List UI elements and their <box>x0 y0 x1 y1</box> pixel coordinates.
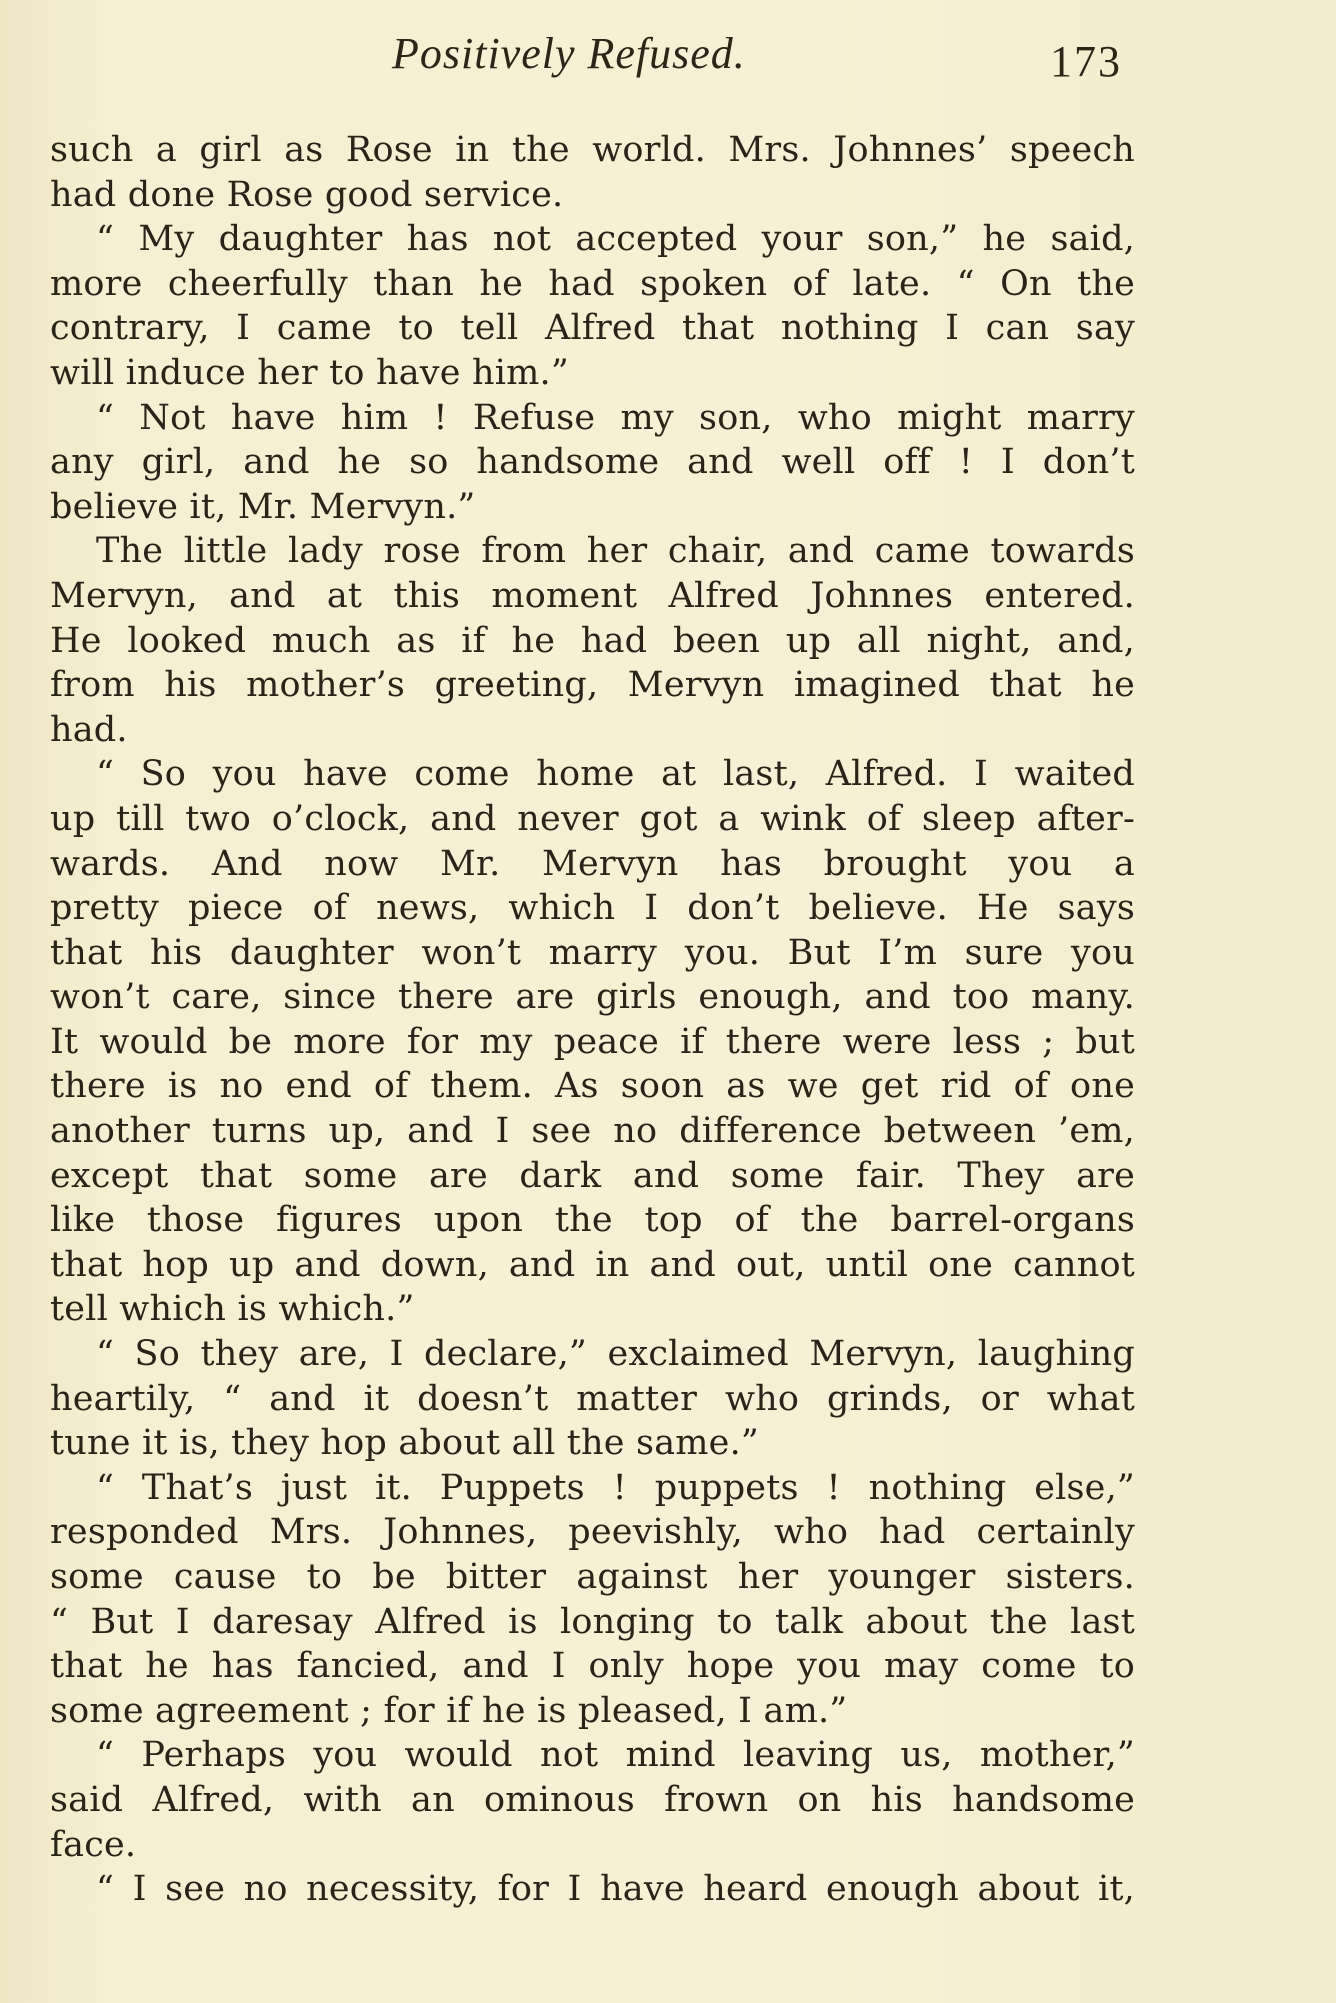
text-line: The little lady rose from her chair, and came towards <box>96 531 1135 572</box>
text-line: wards. And now Mr. Mervyn has brought you a <box>50 843 1135 884</box>
text-line: “ Perhaps you would not mind leaving us, mother,” <box>96 1735 1135 1776</box>
text-line: that he has fancied, and I only hope you may come to <box>50 1646 1135 1687</box>
text-line: “ So you have come home at last, Alfred. I waited <box>96 754 1135 795</box>
text-line: won’t care, since there are girls enough, and too many. <box>50 977 1135 1018</box>
text-line: contrary, I came to tell Alfred that nothing I can say <box>50 308 1135 349</box>
text-line: Mervyn, and at this moment Alfred Johnnes entered. <box>50 575 1135 616</box>
text-line: responded Mrs. Johnnes, peevishly, who had certainly <box>50 1512 1135 1553</box>
text-line: “ Not have him ! Refuse my son, who might marry <box>96 397 1135 438</box>
text-line: tune it is, they hop about all the same.” <box>50 1423 759 1464</box>
text-line: He looked much as if he had been up all night, and, <box>50 620 1135 661</box>
text-line: like those figures upon the top of the barrel-organs <box>50 1200 1135 1241</box>
text-line: pretty piece of news, which I don’t believe. He says <box>50 888 1135 929</box>
running-title: Positively Refused. <box>392 29 746 78</box>
text-line: some agreement ; for if he is pleased, I am.” <box>50 1690 848 1731</box>
text-line: there is no end of them. As soon as we get rid of one <box>50 1066 1135 1107</box>
text-line: had done Rose good service. <box>50 174 564 215</box>
text-line: “ That’s just it. Puppets ! puppets ! nothing else,” <box>96 1467 1135 1508</box>
text-line: except that some are dark and some fair. They are <box>50 1155 1135 1196</box>
text-line: “ So they are, I declare,” exclaimed Mervyn, laughing <box>96 1334 1135 1375</box>
page-number: 173 <box>1050 37 1122 86</box>
text-line: had. <box>50 709 128 750</box>
text-line: from his mother’s greeting, Mervyn imagined that he <box>50 665 1135 706</box>
text-line: that hop up and down, and in and out, until one cannot <box>50 1244 1135 1285</box>
text-line: that his daughter won’t marry you. But I’m sure you <box>50 932 1135 973</box>
text-line: any girl, and he so handsome and well off ! I don’t <box>50 442 1135 483</box>
text-line: will induce her to have him.” <box>50 352 569 393</box>
text-line: tell which is which.” <box>50 1289 415 1330</box>
text-line: some cause to be bitter against her younger sisters. <box>50 1557 1135 1597</box>
text-line: heartily, “ and it doesn’t matter who grinds, or what <box>50 1378 1135 1419</box>
text-line: another turns up, and I see no difference between ’em, <box>50 1111 1135 1152</box>
text-line: It would be more for my peace if there were less ; but <box>50 1021 1135 1062</box>
body-text <box>50 128 1135 1912</box>
text-line: face. <box>50 1824 137 1865</box>
text-line: believe it, Mr. Mervyn.” <box>50 486 476 527</box>
text-line: more cheerfully than he had spoken of late. “ On the <box>50 263 1135 304</box>
text-line: such a girl as Rose in the world. Mrs. Johnnes’ speech <box>50 130 1135 170</box>
running-head <box>0 28 1336 98</box>
text-line: said Alfred, with an ominous frown on his handsome <box>50 1779 1135 1820</box>
text-line: “ My daughter has not accepted your son,” he said, <box>96 219 1135 260</box>
text-line: up till two o’clock, and never got a wink of sleep after- <box>50 798 1135 839</box>
text-line: “ I see no necessity, for I have heard enough about it, <box>96 1869 1135 1910</box>
text-line: “ But I daresay Alfred is longing to talk about the last <box>50 1601 1135 1642</box>
